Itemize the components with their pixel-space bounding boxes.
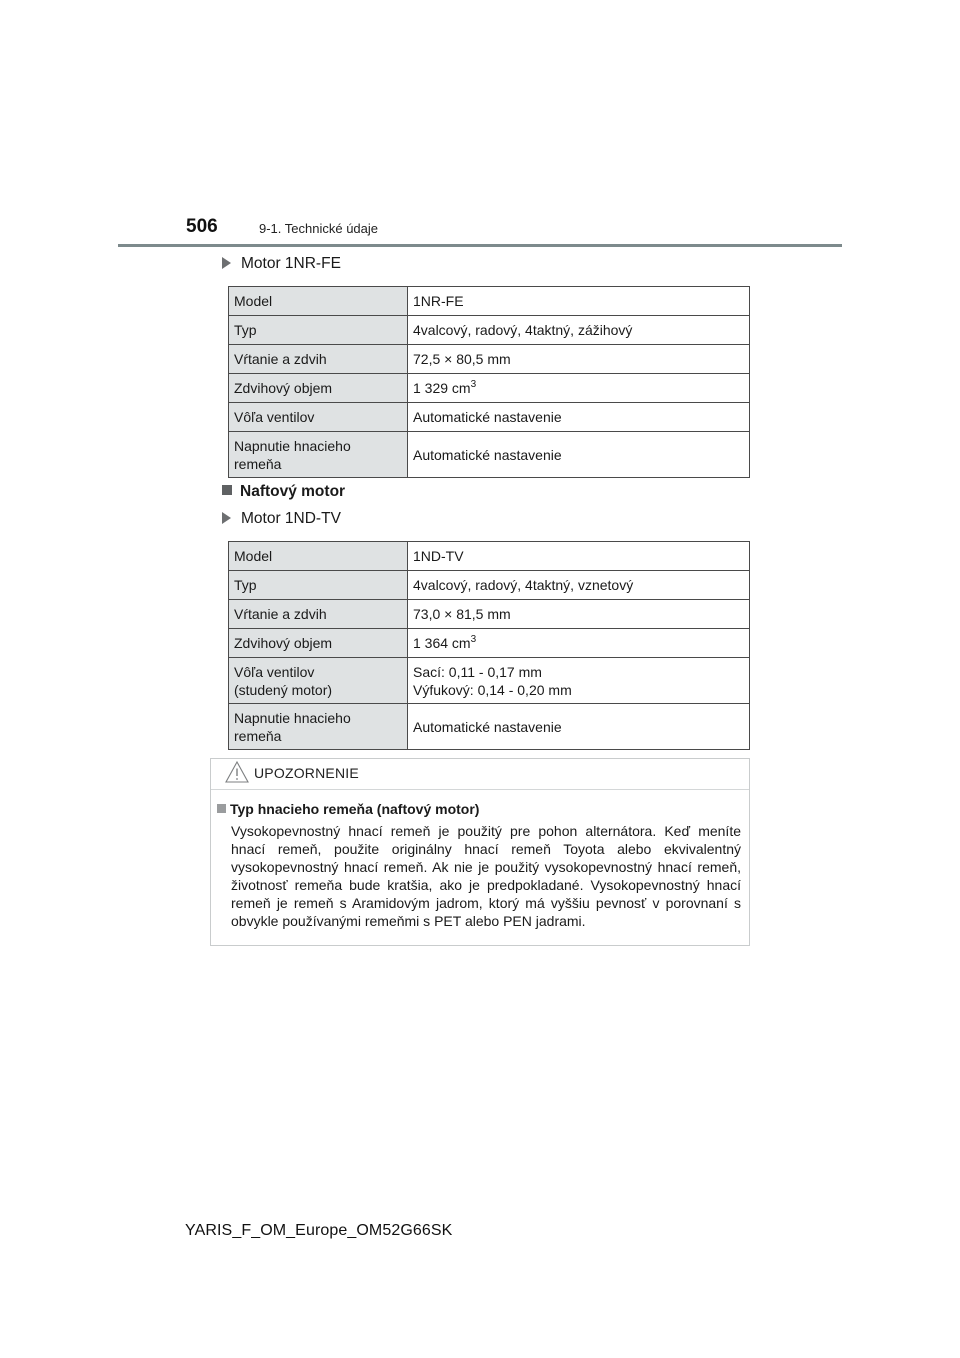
table-row [229, 571, 750, 600]
spec-key-line: Napnutie hnacieho [234, 437, 351, 454]
unit-exponent: 3 [470, 379, 477, 390]
warning-triangle-icon [225, 761, 249, 783]
spec-key: Vŕtanie a zdvih [229, 345, 408, 374]
caution-title: UPOZORNENIE [254, 765, 359, 781]
header-divider [118, 244, 842, 247]
spec-value: 4valcový, radový, 4taktný, vznetový [408, 571, 750, 600]
spec-value [408, 374, 750, 403]
table-row [229, 374, 750, 403]
square-bullet-icon [217, 804, 226, 813]
spec-key-line: Vôľa ventilov [234, 663, 315, 680]
caution-box [210, 758, 750, 946]
displacement-value: 1 364 cm [413, 635, 471, 651]
diesel-engine-subtitle-text: Motor 1ND-TV [241, 510, 341, 527]
spec-key: Model [229, 287, 408, 316]
spec-key [229, 432, 408, 478]
caution-header [211, 759, 749, 790]
spec-key-line: (studený motor) [234, 681, 333, 698]
spec-key-line: remeňa [234, 455, 282, 472]
table-row [229, 403, 750, 432]
table-row [229, 542, 750, 571]
spec-value-line: Sací: 0,11 - 0,17 mm [413, 663, 542, 680]
spec-value [408, 629, 750, 658]
footer-document-code: YARIS_F_OM_Europe_OM52G66SK [185, 1222, 453, 1239]
caution-subtitle-text: Typ hnacieho remeňa (naftový motor) [230, 801, 480, 817]
spec-key: Typ [229, 316, 408, 345]
spec-key [229, 658, 408, 704]
table-row [229, 345, 750, 374]
spec-key: Model [229, 542, 408, 571]
diesel-engine-table [228, 541, 750, 750]
table-row [229, 316, 750, 345]
table-row [229, 432, 750, 478]
gasoline-engine-subtitle-text: Motor 1NR-FE [241, 255, 341, 272]
diesel-engine-subtitle [222, 510, 341, 528]
table-row [229, 287, 750, 316]
square-bullet-icon [222, 485, 232, 495]
table-row [229, 629, 750, 658]
displacement-value: 1 329 cm [413, 380, 471, 396]
spec-value [408, 658, 750, 704]
diesel-heading-text: Naftový motor [240, 483, 346, 500]
triangle-bullet-icon [222, 257, 231, 269]
spec-key: Zdvihový objem [229, 374, 408, 403]
section-title: 9-1. Technické údaje [259, 221, 379, 236]
spec-value: Automatické nastavenie [408, 403, 750, 432]
spec-value: Automatické nastavenie [408, 704, 750, 750]
triangle-bullet-icon [222, 512, 231, 524]
table-row [229, 658, 750, 704]
gasoline-engine-subtitle [222, 255, 341, 273]
table-row [229, 600, 750, 629]
spec-value: 1NR-FE [408, 287, 750, 316]
spec-key: Vôľa ventilov [229, 403, 408, 432]
unit-exponent: 3 [470, 634, 477, 645]
spec-key-line: remeňa [234, 727, 282, 744]
gasoline-engine-table [228, 286, 750, 478]
spec-key-line: Napnutie hnacieho [234, 709, 351, 726]
caution-body: Vysokopevnostný hnací remeň je použitý pre pohon alternátora. Keď meníte hnací remeň, použite originálny hnací remeň Toyota alebo ekvivalentný vysokopevnostný hnací remeň. Ak nie je použitý vysokopevnostný hnací remeň, životnosť remeňa bude kratšia, ako je predpokladané. Vysokopevnostný hnací remeň je remeň s Aramidovým jadrom, ktorý má vyššiu pevnosť v porovnaní s obvykle používanými remeňmi s PET alebo PEN jadrami. [231, 823, 741, 929]
spec-key [229, 704, 408, 750]
caution-subtitle [217, 801, 479, 817]
spec-value: Automatické nastavenie [408, 432, 750, 478]
spec-value: 4valcový, radový, 4taktný, zážihový [408, 316, 750, 345]
spec-value-line: Výfukový: 0,14 - 0,20 mm [413, 681, 572, 698]
table-row [229, 704, 750, 750]
spec-value: 1ND-TV [408, 542, 750, 571]
diesel-heading [222, 483, 345, 501]
spec-value: 72,5 × 80,5 mm [408, 345, 750, 374]
spec-key: Typ [229, 571, 408, 600]
page-number: 506 [186, 216, 218, 237]
spec-value: 73,0 × 81,5 mm [408, 600, 750, 629]
spec-key: Vŕtanie a zdvih [229, 600, 408, 629]
spec-key: Zdvihový objem [229, 629, 408, 658]
